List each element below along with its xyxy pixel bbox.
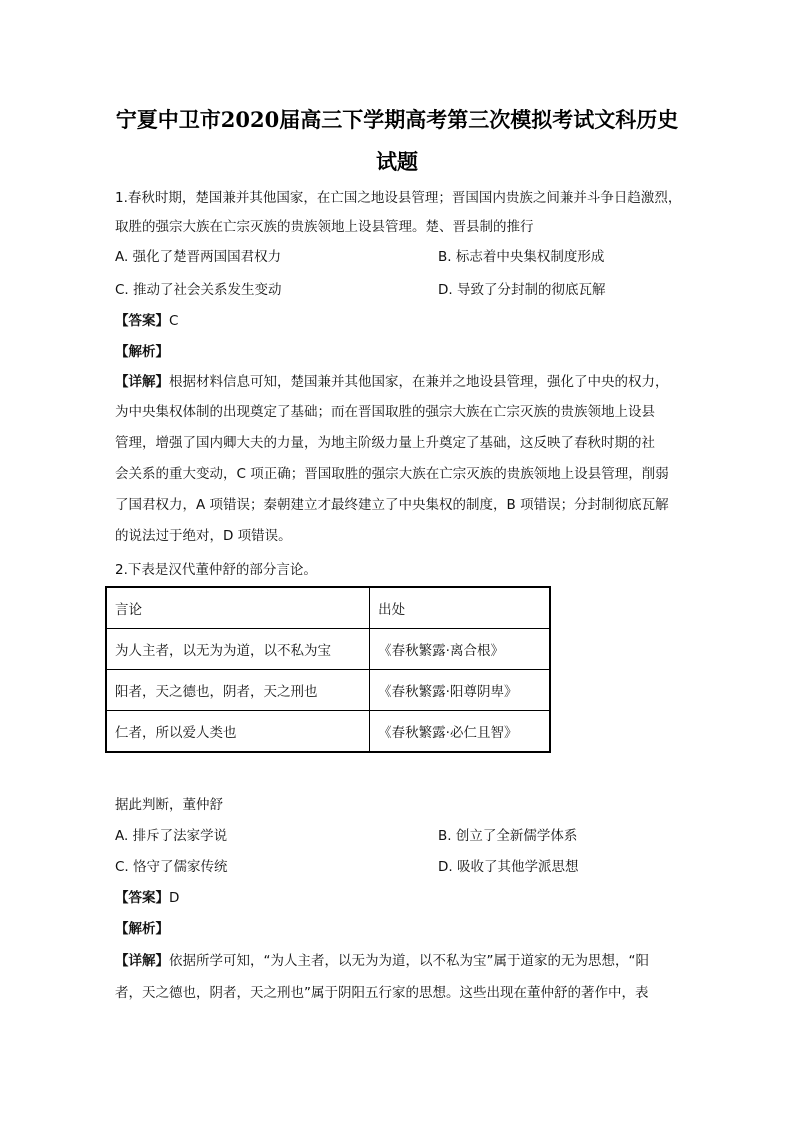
q2-answer-value: D (169, 890, 180, 906)
q1-option-a: A. 强化了楚晋两国国君权力 (115, 249, 282, 265)
table-row (106, 670, 550, 711)
q1-option-b: B. 标志着中央集权制度形成 (438, 249, 605, 265)
document-title-line1: 宁夏中卫市2020届高三下学期高考第三次模拟考试文科历史 (115, 107, 679, 132)
document-title-line2: 试题 (376, 149, 418, 174)
q1-detail-line4: 会关系的重大变动，C 项正确；晋国取胜的强宗大族在亡宗灭族的贵族领地上设县管理，削弱 (115, 466, 669, 482)
table-header-cell: 出处 (370, 587, 550, 629)
table-cell-source: 《春秋繁露·阳尊阴卑》 (370, 670, 550, 711)
table-row (106, 629, 550, 670)
quotes-table (105, 586, 551, 753)
q2-answer (115, 889, 179, 907)
q1-detail-line2: 为中央集权体制的出现奠定了基础；而在晋国取胜的强宗大族在亡宗灭族的贵族领地上设县 (115, 404, 655, 420)
q1-option-c: C. 推动了社会关系发生变动 (115, 282, 282, 298)
table-header-row (106, 587, 550, 629)
q1-option-d: D. 导致了分封制的彻底瓦解 (438, 282, 606, 298)
q2-detail-text: 依据所学可知，“为人主者，以无为为道，以不私为宝”属于道家的无为思想，“阳 (169, 953, 649, 969)
q2-detail-line1 (115, 952, 649, 970)
q2-option-d: D. 吸收了其他学派思想 (438, 859, 579, 875)
q2-stem: 2.下表是汉代董仲舒的部分言论。 (115, 562, 317, 578)
q2-analysis-label: 【解析】 (115, 921, 169, 937)
q1-analysis-label: 【解析】 (115, 344, 169, 360)
q1-answer (115, 312, 178, 330)
table-cell-quote: 仁者，所以爱人类也 (106, 711, 370, 753)
q1-answer-value: C (169, 313, 179, 329)
q2-question: 据此判断，董仲舒 (115, 797, 223, 813)
table-cell-quote: 为人主者，以无为为道，以不私为宝 (106, 629, 370, 670)
q2-detail-label: 【详解】 (115, 953, 169, 969)
q2-answer-label: 【答案】 (115, 890, 169, 906)
table-cell-source: 《春秋繁露·离合根》 (370, 629, 550, 670)
q2-option-c: C. 恪守了儒家传统 (115, 859, 228, 875)
q1-answer-label: 【答案】 (115, 313, 169, 329)
table-header-cell: 言论 (106, 587, 370, 629)
q1-detail-line3: 管理，增强了国内卿大夫的力量，为地主阶级力量上升奠定了基础，这反映了春秋时期的社 (115, 435, 655, 451)
q2-option-a: A. 排斥了法家学说 (115, 828, 228, 844)
q1-detail-text: 根据材料信息可知，楚国兼并其他国家，在兼并之地设县管理，强化了中央的权力， (169, 374, 669, 390)
q1-stem-line1: 1.春秋时期，楚国兼并其他国家，在亡国之地设县管理；晋国国内贵族之间兼并斗争日趋激烈， (115, 190, 682, 206)
q2-detail-line2: 者，天之德也，阴者，天之刑也”属于阴阳五行家的思想。这些出现在董仲舒的著作中，表 (115, 985, 649, 1001)
q1-detail-line1 (115, 373, 669, 391)
q1-stem-line2: 取胜的强宗大族在亡宗灭族的贵族领地上设县管理。楚、晋县制的推行 (115, 219, 534, 235)
q2-option-b: B. 创立了全新儒学体系 (438, 828, 578, 844)
table-cell-quote: 阳者，天之德也，阴者，天之刑也 (106, 670, 370, 711)
q1-detail-line5: 了国君权力，A 项错误；秦朝建立才最终建立了中央集权的制度，B 项错误；分封制彻底瓦解 (115, 497, 669, 513)
q1-detail-line6: 的说法过于绝对，D 项错误。 (115, 528, 292, 544)
q1-detail-label: 【详解】 (115, 374, 169, 390)
table-row (106, 711, 550, 753)
table-cell-source: 《春秋繁露·必仁且智》 (370, 711, 550, 753)
